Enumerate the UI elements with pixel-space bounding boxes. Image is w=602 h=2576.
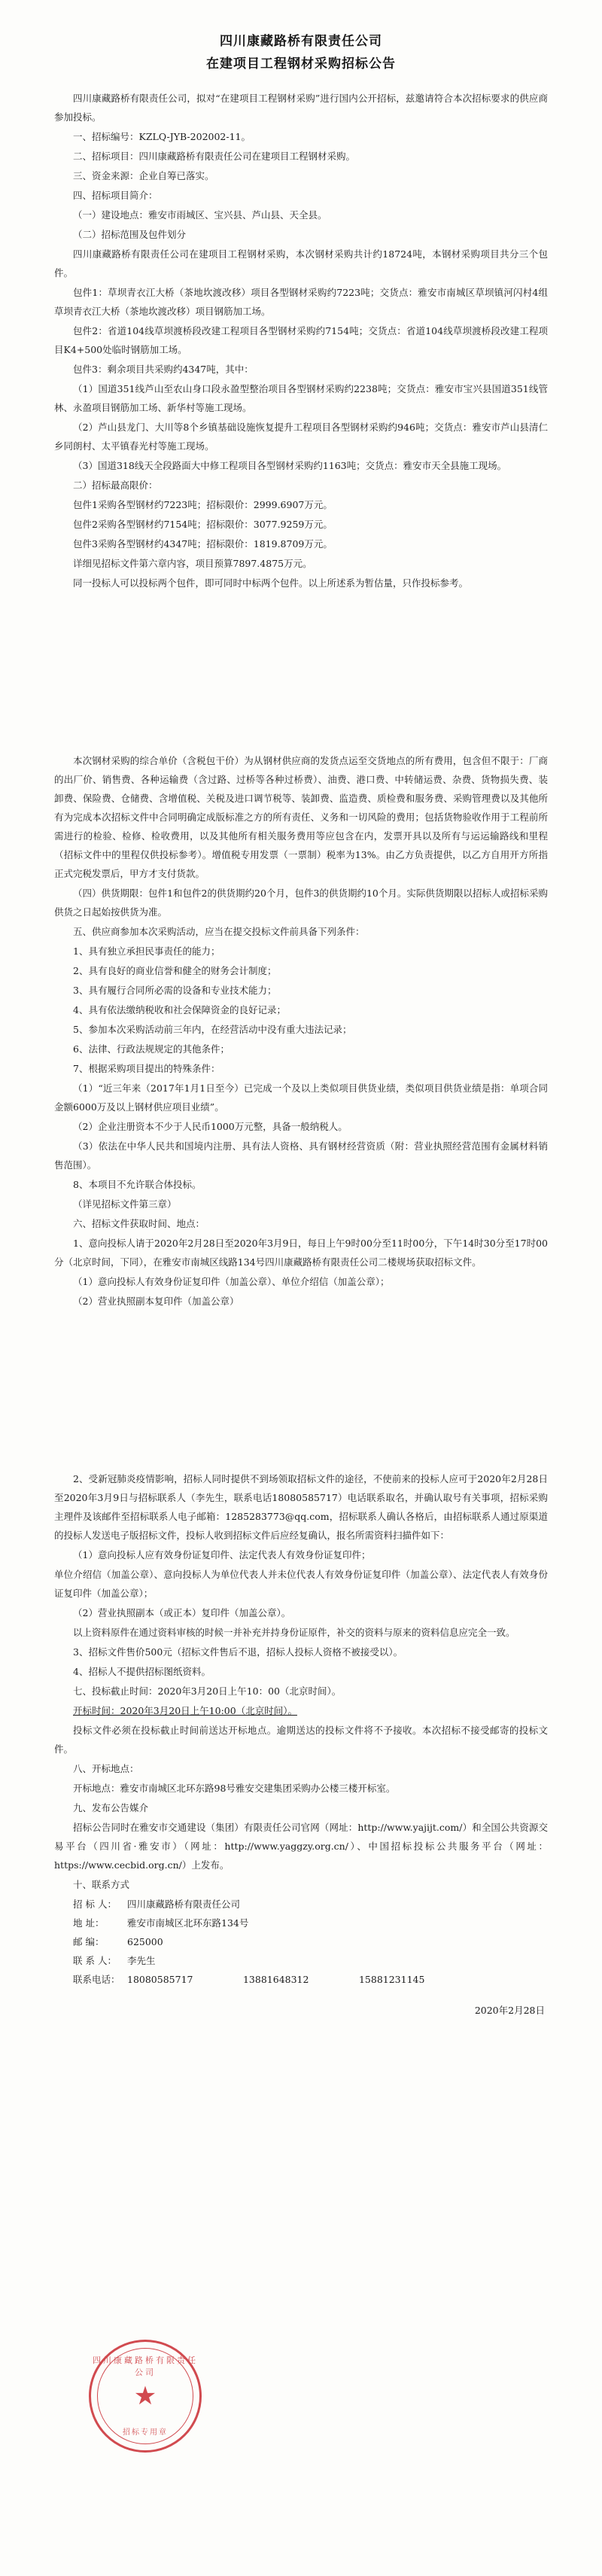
qualification-6: 6、法律、行政法规规定的其他条件； (73, 1043, 230, 1055)
scope-item-2: （二）招标范围及包件划分 (73, 229, 187, 240)
contact-value-phones (127, 1970, 548, 1989)
page-title-line1: 四川康藏路桥有限责任公司 (220, 34, 382, 49)
contact-label-person: 联 系 人： (73, 1955, 117, 1966)
page-break-spacer-2 (54, 1311, 548, 1469)
page-break-spacer-1 (54, 593, 548, 751)
scope-item-3: 四川康藏路桥有限责任公司在建项目工程钢材采购，本次钢材采购共计约18724吨，本钢材采购项目共分三个包件。 (54, 248, 548, 279)
intro-paragraph: 四川康藏路桥有限责任公司，拟对“在建项目工程钢材采购”进行国内公开招标，兹邀请符合本次招标要求的供应商参加投标。 (54, 93, 548, 123)
bid-cap-3: 包件3采购各型钢材约4347吨；招标限价：1819.8709万元。 (73, 538, 333, 550)
bid-cap-2: 包件2采购各型钢材约7154吨；招标限价：3077.9259万元。 (73, 519, 333, 530)
section-five-title: 五、供应商参加本次采购活动，应当在提交投标文件前具备下列条件： (73, 926, 365, 937)
qualification-5: 5、参加本次采购活动前三年内，在经营活动中没有重大违法记录； (73, 1024, 352, 1035)
contact-value-address: 雅安市南城区北环东路134号 (127, 1917, 249, 1929)
special-condition-3: （3）依法在中华人民共和国境内注册、具有法人资格、具有钢材经营资质（附：营业执照经营范围有金属材料销售范围）。 (54, 1140, 548, 1171)
contact-label-tenderer: 招 标 人： (73, 1899, 117, 1910)
contact-label-phones: 联系电话： (73, 1974, 120, 1985)
scope-item-5: 包件2：省道104线草坝渡桥段改建工程项目各型钢材采购约7154吨；交货点：省道104线草坝渡桥段改建工程项目K4+500处临时钢筋加工场。 (54, 325, 548, 355)
special-condition-5: （详见招标文件第三章） (73, 1198, 177, 1210)
section-nine-title: 九、发布公告媒介 (73, 1802, 149, 1813)
scope-item-8: （2）芦山县龙门、大川等8个乡镇基础设施恢复提升工程项目各型钢材采购约946吨；交货点：雅安市芦山县清仁乡同朗村、太平镇春光村等施工现场。 (54, 422, 548, 452)
doc-price-note: 3、招标文件售价500元（招标文件售后不退，招标人投标人资格不被接受以）。 (73, 1646, 403, 1658)
qualification-3: 3、具有履行合同所必需的设备和专业技术能力； (73, 985, 277, 996)
contact-label-address: 地 址： (73, 1917, 105, 1929)
contact-row-phones (54, 1970, 548, 1989)
page-title-line2: 在建项目工程钢材采购招标公告 (206, 56, 396, 72)
bid-delivery-note: 投标文件必须在投标截止时间前送达开标地点。逾期送达的投标文件将不予接收。本次招标不接受邮寄的投标文件。 (54, 1725, 548, 1755)
phone-1: 18080585717 (127, 1974, 193, 1985)
seal-star-icon: ★ (133, 2381, 157, 2411)
section-one: 一、招标编号：KZLQ-JYB-202002-11。 (73, 131, 251, 142)
bid-note-1: 详细见招标文件第六章内容，项目预算7897.4875万元。 (73, 558, 312, 569)
drawings-note: 4、招标人不提供招标图纸资料。 (73, 1666, 211, 1677)
bid-open-time: 开标时间：2020年3月20日上午10:00（北京时间）。 (73, 1705, 297, 1716)
document-date: 2020年2月28日 (474, 2005, 545, 2016)
section-three: 三、资金来源：企业自筹已落实。 (73, 170, 214, 181)
bid-open-place: 开标地点：雅安市南城区北环东路98号雅安交建集团采购办公楼三楼开标室。 (73, 1783, 396, 1794)
comprehensive-price-paragraph: 本次钢材采购的综合单价（含税包干价）为从钢材供应商的发货点运至交货地点的所有费用，包含但不限于：厂商的出厂价、销售费、各种运输费（含过路、过桥等各种过桥费）、油费、港口费、中转储运费、杂费、货物损失费、装卸费、保险费、仓储费、含增值税、关税及进口调节税等、装卸费、监造费、质检费和服务费、采购管理费以及其他所有为完成本次招标文件中合同明确定成版标准之方的所有责任、义务和一切风险的费用；包括货物验收作用于工程前所需进行的检验、检修、检收费用，以及其他所有相关服务费用等应包含在内，发票开具以及所有与运运输路线和里程（招标文件中的里程仅供投标参考）。增值税专用发票（一票制）税率为13%。由乙方负责提供，以乙方自用开方所指正式完税发票后，甲方才支付货款。 (54, 755, 548, 879)
contact-value-person: 李先生 (127, 1955, 156, 1966)
contact-row-postcode (54, 1932, 548, 1951)
section-seven-title: 七、投标截止时间：2020年3月20日上午10：00（北京时间）。 (73, 1685, 342, 1697)
contact-row-tenderer (54, 1895, 548, 1914)
contact-block (54, 1895, 548, 2020)
epidemic-material-2: 单位介绍信（加盖公章）、意向投标人为单位代表人并未位代表人有效身份证复印件（加盖公章）、法定代表人有效身份证复印件（加盖公章）； (54, 1569, 548, 1599)
doc-acquisition-3: （2）营业执照副本复印件（加盖公章） (73, 1296, 239, 1307)
contact-value-tenderer: 四川康藏路桥有限责任公司 (127, 1899, 241, 1910)
qualification-7: 7、根据采购项目提出的特殊条件： (73, 1063, 220, 1074)
epidemic-material-3: （2）营业执照副本（或正本）复印件（加盖公章）。 (73, 1607, 291, 1618)
bid-cap-1: 包件1采购各型钢材约7223吨；招标限价：2999.6907万元。 (73, 499, 333, 510)
qualification-4: 4、具有依法缴纳税收和社会保障资金的良好记录； (73, 1004, 286, 1015)
scope-item-6: 包件3：剩余项目共采购约4347吨，其中： (73, 364, 254, 375)
phone-3: 15881231145 (358, 1974, 425, 1985)
epidemic-material-4: 以上资料原件在通过资料审核的时候一并补充并持身份证原件，补交的资料与原来的资料信息应完全一致。 (73, 1627, 515, 1638)
special-condition-2: （2）企业注册资本不少于人民币1000万元整，具备一般纳税人。 (73, 1121, 348, 1132)
scope-item-1: （一）建设地点：雅安市雨城区、宝兴县、芦山县、天全县。 (73, 209, 327, 221)
seal-subtext: 招标专用章 (123, 2428, 168, 2437)
special-condition-1: （1）“近三年来（2017年1月1日至今）已完成一个及以上类似项目供货业绩，类似项目供货业绩是指：单项合同金额6000万及以上钢材供应项目业绩”。 (54, 1082, 548, 1113)
supply-period-paragraph: （四）供货期限：包件1和包件2的供货期约20个月，包件3的供货期约10个月。实际供货期限以招标人或招标采购供货之日起始按供货为准。 (54, 888, 548, 918)
phone-2: 13881648312 (242, 1974, 309, 1985)
epidemic-material-1: （1）意向投标人应有效身份证复印件、法定代表人有效身份证复印件； (73, 1549, 371, 1561)
section-two: 二、招标项目：四川康藏路桥有限责任公司在建项目工程钢材采购。 (73, 151, 356, 162)
special-condition-4: 8、本项目不允许联合体投标。 (73, 1179, 202, 1190)
qualification-1: 1、具有独立承担民事责任的能力； (73, 945, 220, 957)
bid-note-2: 同一投标人可以投标两个包件，即可同时中标两个包件。以上所述系为暂估量，只作投标参考。 (73, 577, 469, 589)
scope-item-9: （3）国道318线天全段路面大中修工程项目各型钢材采购约1163吨；交货点：雅安市天全县施工现场。 (73, 460, 507, 471)
official-seal-stamp (89, 2340, 202, 2453)
bid-cap-header: 二）招标最高限价： (73, 480, 158, 491)
contact-label-postcode: 邮 编： (73, 1936, 105, 1947)
scope-item-4: 包件1：草坝青衣江大桥（茶地坎渡改移）项目各型钢材采购约7223吨；交货点：雅安市南城区草坝镇河闪村4组草坝青衣江大桥（茶地坎渡改移）项目钢筋加工场。 (54, 287, 548, 317)
seal-company-text: 四川康藏路桥有限责任公司 (93, 2355, 198, 2377)
doc-acquisition-1: 1、意向投标人请于2020年2月28日至2020年3月9日，每日上午9时00分至11时00分，下午14时30分至17时00分（北京时间，下同），在雅安市南城区线路134号四川康藏路桥有限责任公司二楼规场获取招标文件。 (54, 1238, 548, 1268)
section-four: 四、招标项目简介： (73, 190, 158, 201)
section-six-title: 六、招标文件获取时间、地点： (73, 1218, 205, 1229)
doc-acquisition-2: （1）意向投标人有效身份证复印件（加盖公章）、单位介绍信（加盖公章）； (73, 1276, 390, 1287)
epidemic-notice: 2、受新冠肺炎疫情影响，招标人同时提供不到场领取招标文件的途径，不使前来的投标人应可于2020年2月28日至2020年3月9日与招标联系人（李先生，联系电话18080585717）电话联系取名，并确认取号有关事项，招标采购主理件及该邮件至招标联系人电子邮箱：1285283773@qq.com，招标联系人确认各格后，由招标联系人通过原渠道的投标人发送电子版招标文件，投标人收到招标文件后应经复确认，报名所需资料扫描件如下： (54, 1473, 548, 1541)
contact-row-address (54, 1914, 548, 1932)
scope-item-7: （1）国道351线芦山至农山身口段永盈型整治项目各型钢材采购约2238吨；交货点：雅安市宝兴县国道351线管林、永盈项目钢筋加工场、新华村等施工现场。 (54, 383, 548, 413)
contact-value-postcode: 625000 (127, 1936, 163, 1947)
section-eight-title: 八、开标地点： (73, 1763, 139, 1774)
contact-row-person (54, 1951, 548, 1970)
qualification-2: 2、具有良好的商业信誉和健全的财务会计制度； (73, 965, 277, 976)
section-ten-title: 十、联系方式 (73, 1879, 130, 1890)
media-publication: 招标公告同时在雅安市交通建设（集团）有限责任公司官网（网址：http://www.yajijt.com/）和全国公共资源交易平台（四川省·雅安市）（网址：http://www.yaggzy.org.cn/）、中国招标投标公共服务平台（网址：https://www.cecbid.org.cn/）上发布。 (54, 1822, 548, 1871)
